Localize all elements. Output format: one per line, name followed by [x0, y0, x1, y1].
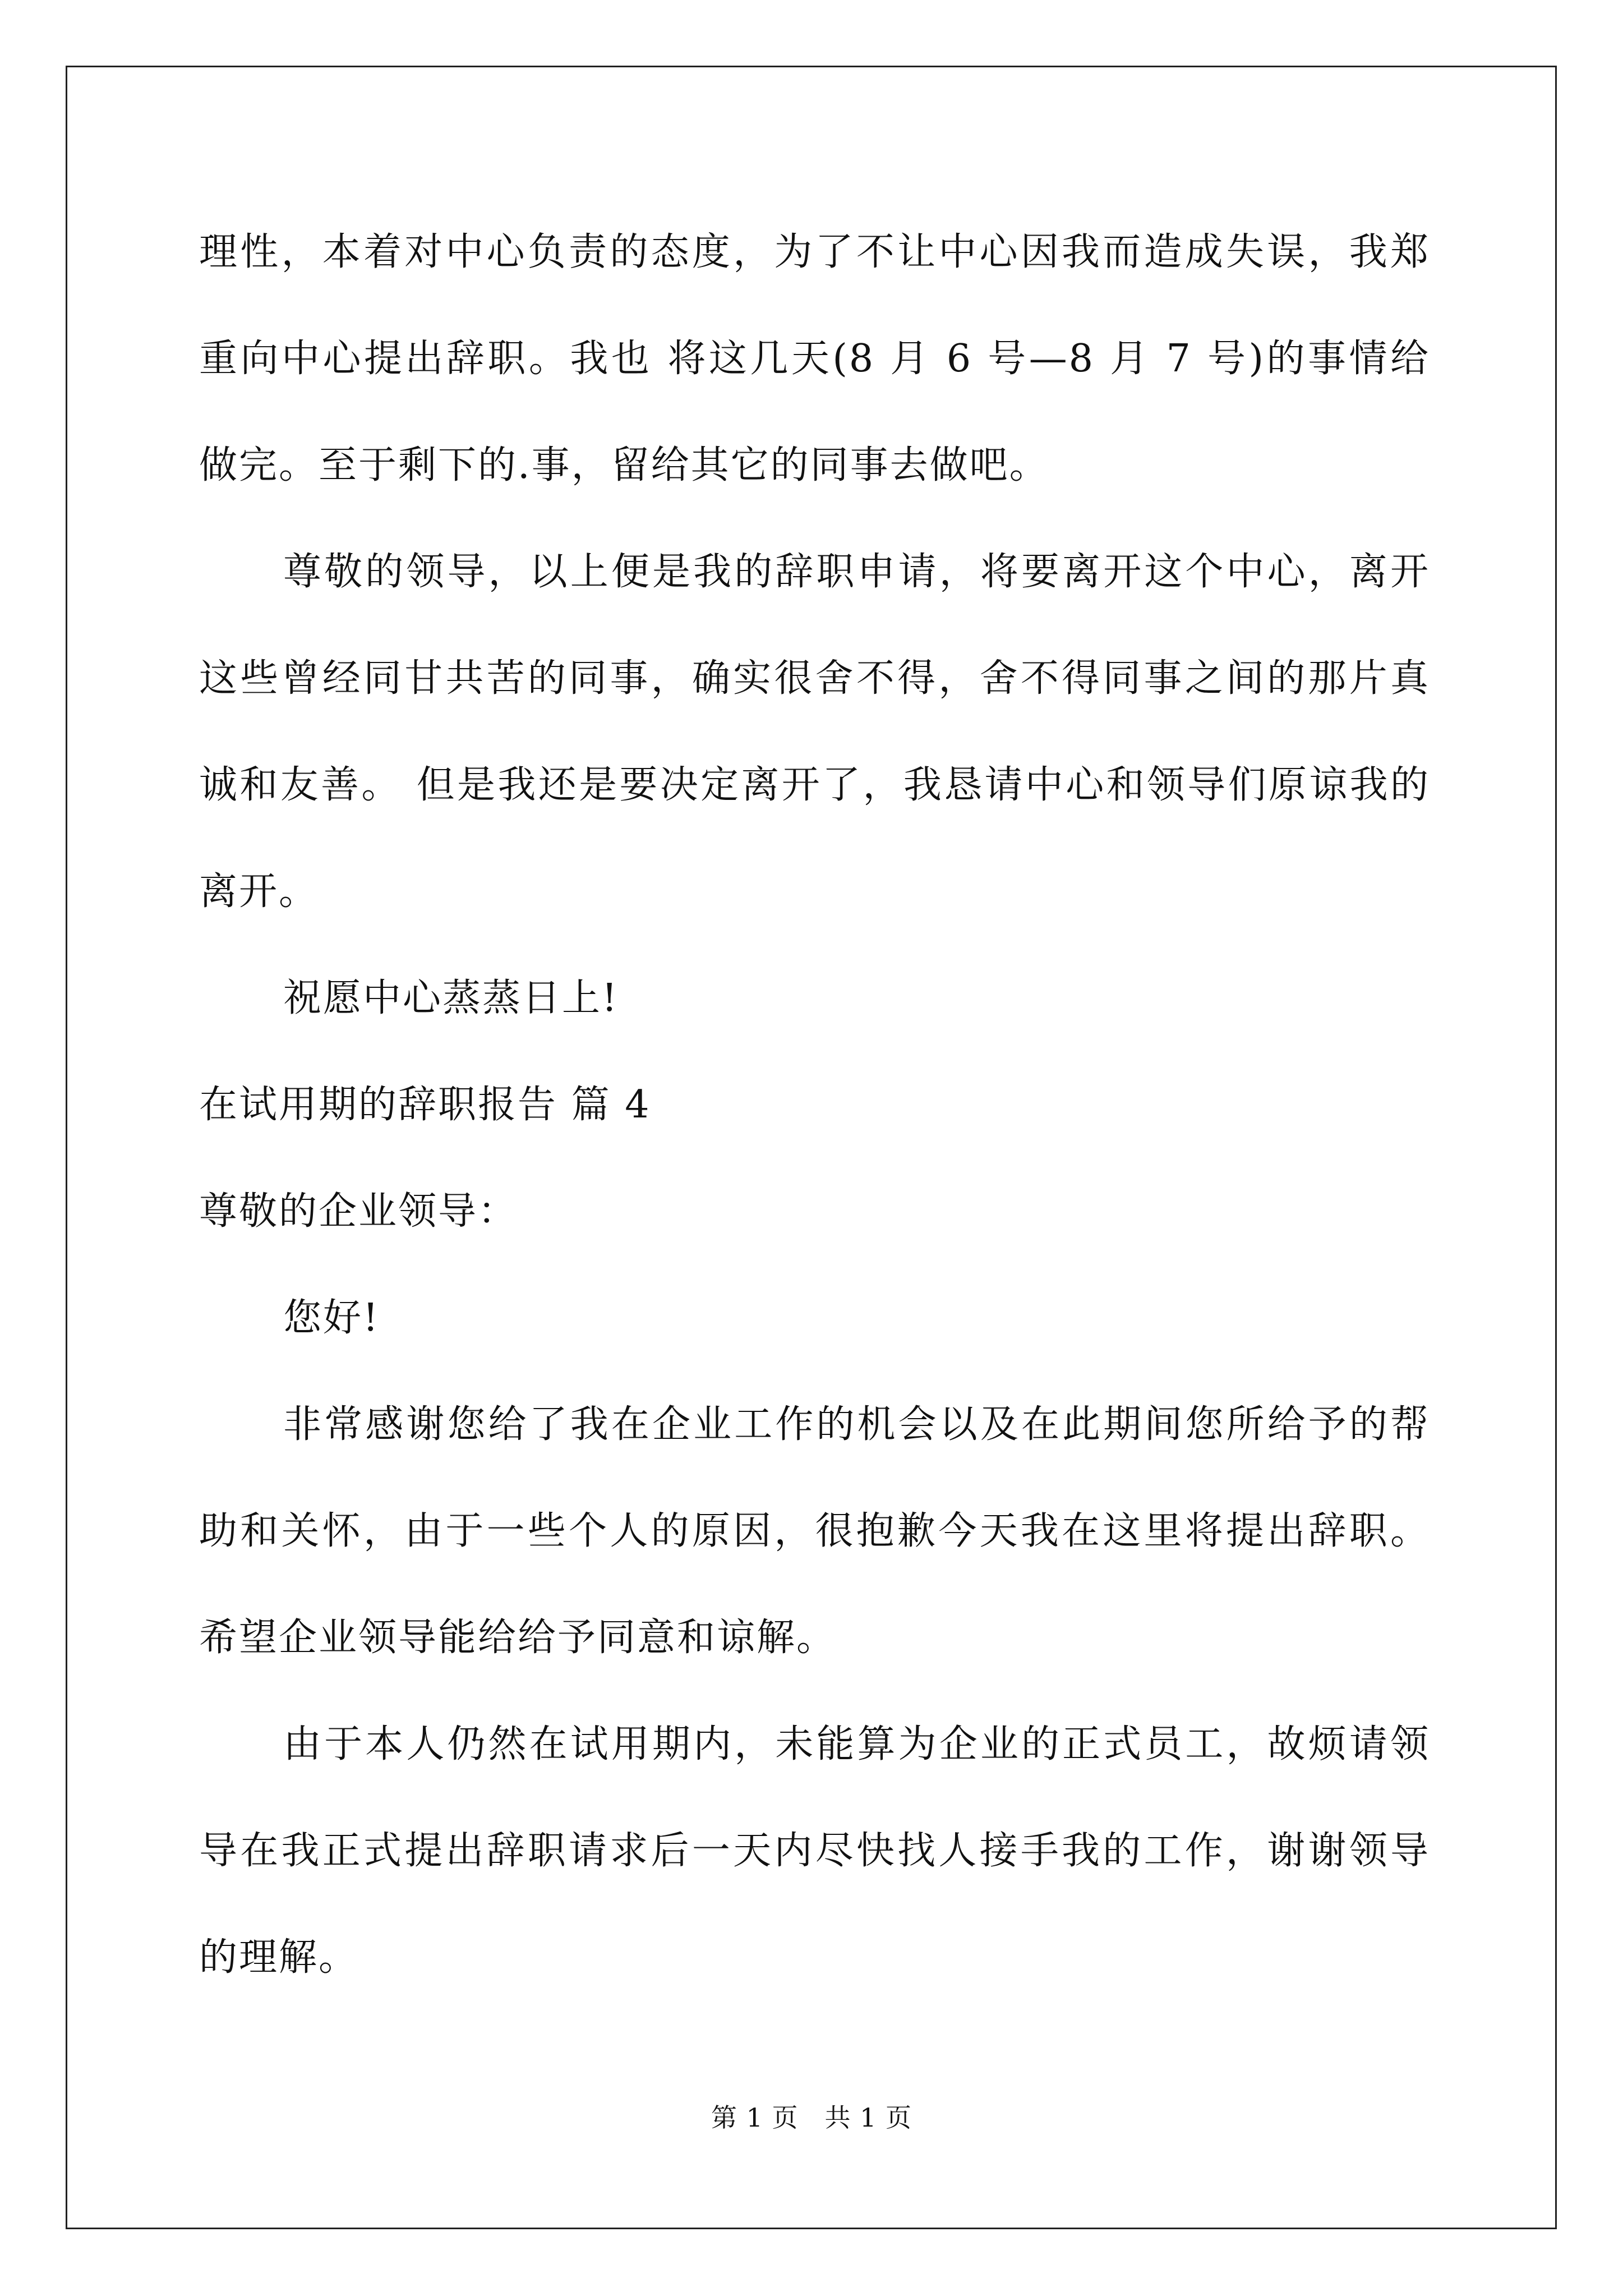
paragraph-line: 这些曾经同甘共苦的同事，确实很舍不得，舍不得同事之间的那片真 [199, 656, 1430, 701]
paragraph-line: 非常感谢您给了我在企业工作的机会以及在此期间您所给予的帮 [283, 1402, 1430, 1447]
paragraph-line: 尊敬的领导，以上便是我的辞职申请，将要离开这个中心，离开 [283, 550, 1430, 594]
paragraph-line: 重向中心提出辞职。我也 将这几天(8 月 6 号—8 月 7 号)的事情给 [199, 337, 1430, 381]
closing-wish: 祝愿中心蒸蒸日上! [283, 976, 619, 1020]
greeting: 您好! [283, 1296, 380, 1340]
paragraph-line: 离开。 [199, 869, 319, 914]
paragraph-line: 导在我正式提出辞职请求后一天内尽快找人接手我的工作，谢谢领导 [199, 1829, 1430, 1873]
salutation: 尊敬的企业领导： [199, 1189, 518, 1234]
paragraph-line: 诚和友善。 但是我还是要决定离开了，我恳请中心和领导们原谅我的 [199, 763, 1430, 807]
paragraph-line: 做完。至于剩下的.事，留给其它的同事去做吧。 [199, 443, 1049, 487]
paragraph-line: 助和关怀，由于一些个人的原因，很抱歉今天我在这里将提出辞职。 [199, 1509, 1430, 1553]
paragraph-line: 的理解。 [199, 1935, 359, 1980]
paragraph-line: 理性，本着对中心负责的态度，为了不让中心因我而造成失误，我郑 [199, 230, 1430, 274]
page-border [66, 66, 1557, 2229]
paragraph-line: 由于本人仍然在试用期内，未能算为企业的正式员工，故烦请领 [283, 1722, 1430, 1766]
page-footer: 第 1 页 共 1 页 [711, 2102, 912, 2133]
section-heading: 在试用期的辞职报告 篇 4 [199, 1083, 651, 1127]
paragraph-line: 希望企业领导能给给予同意和谅解。 [199, 1616, 837, 1660]
